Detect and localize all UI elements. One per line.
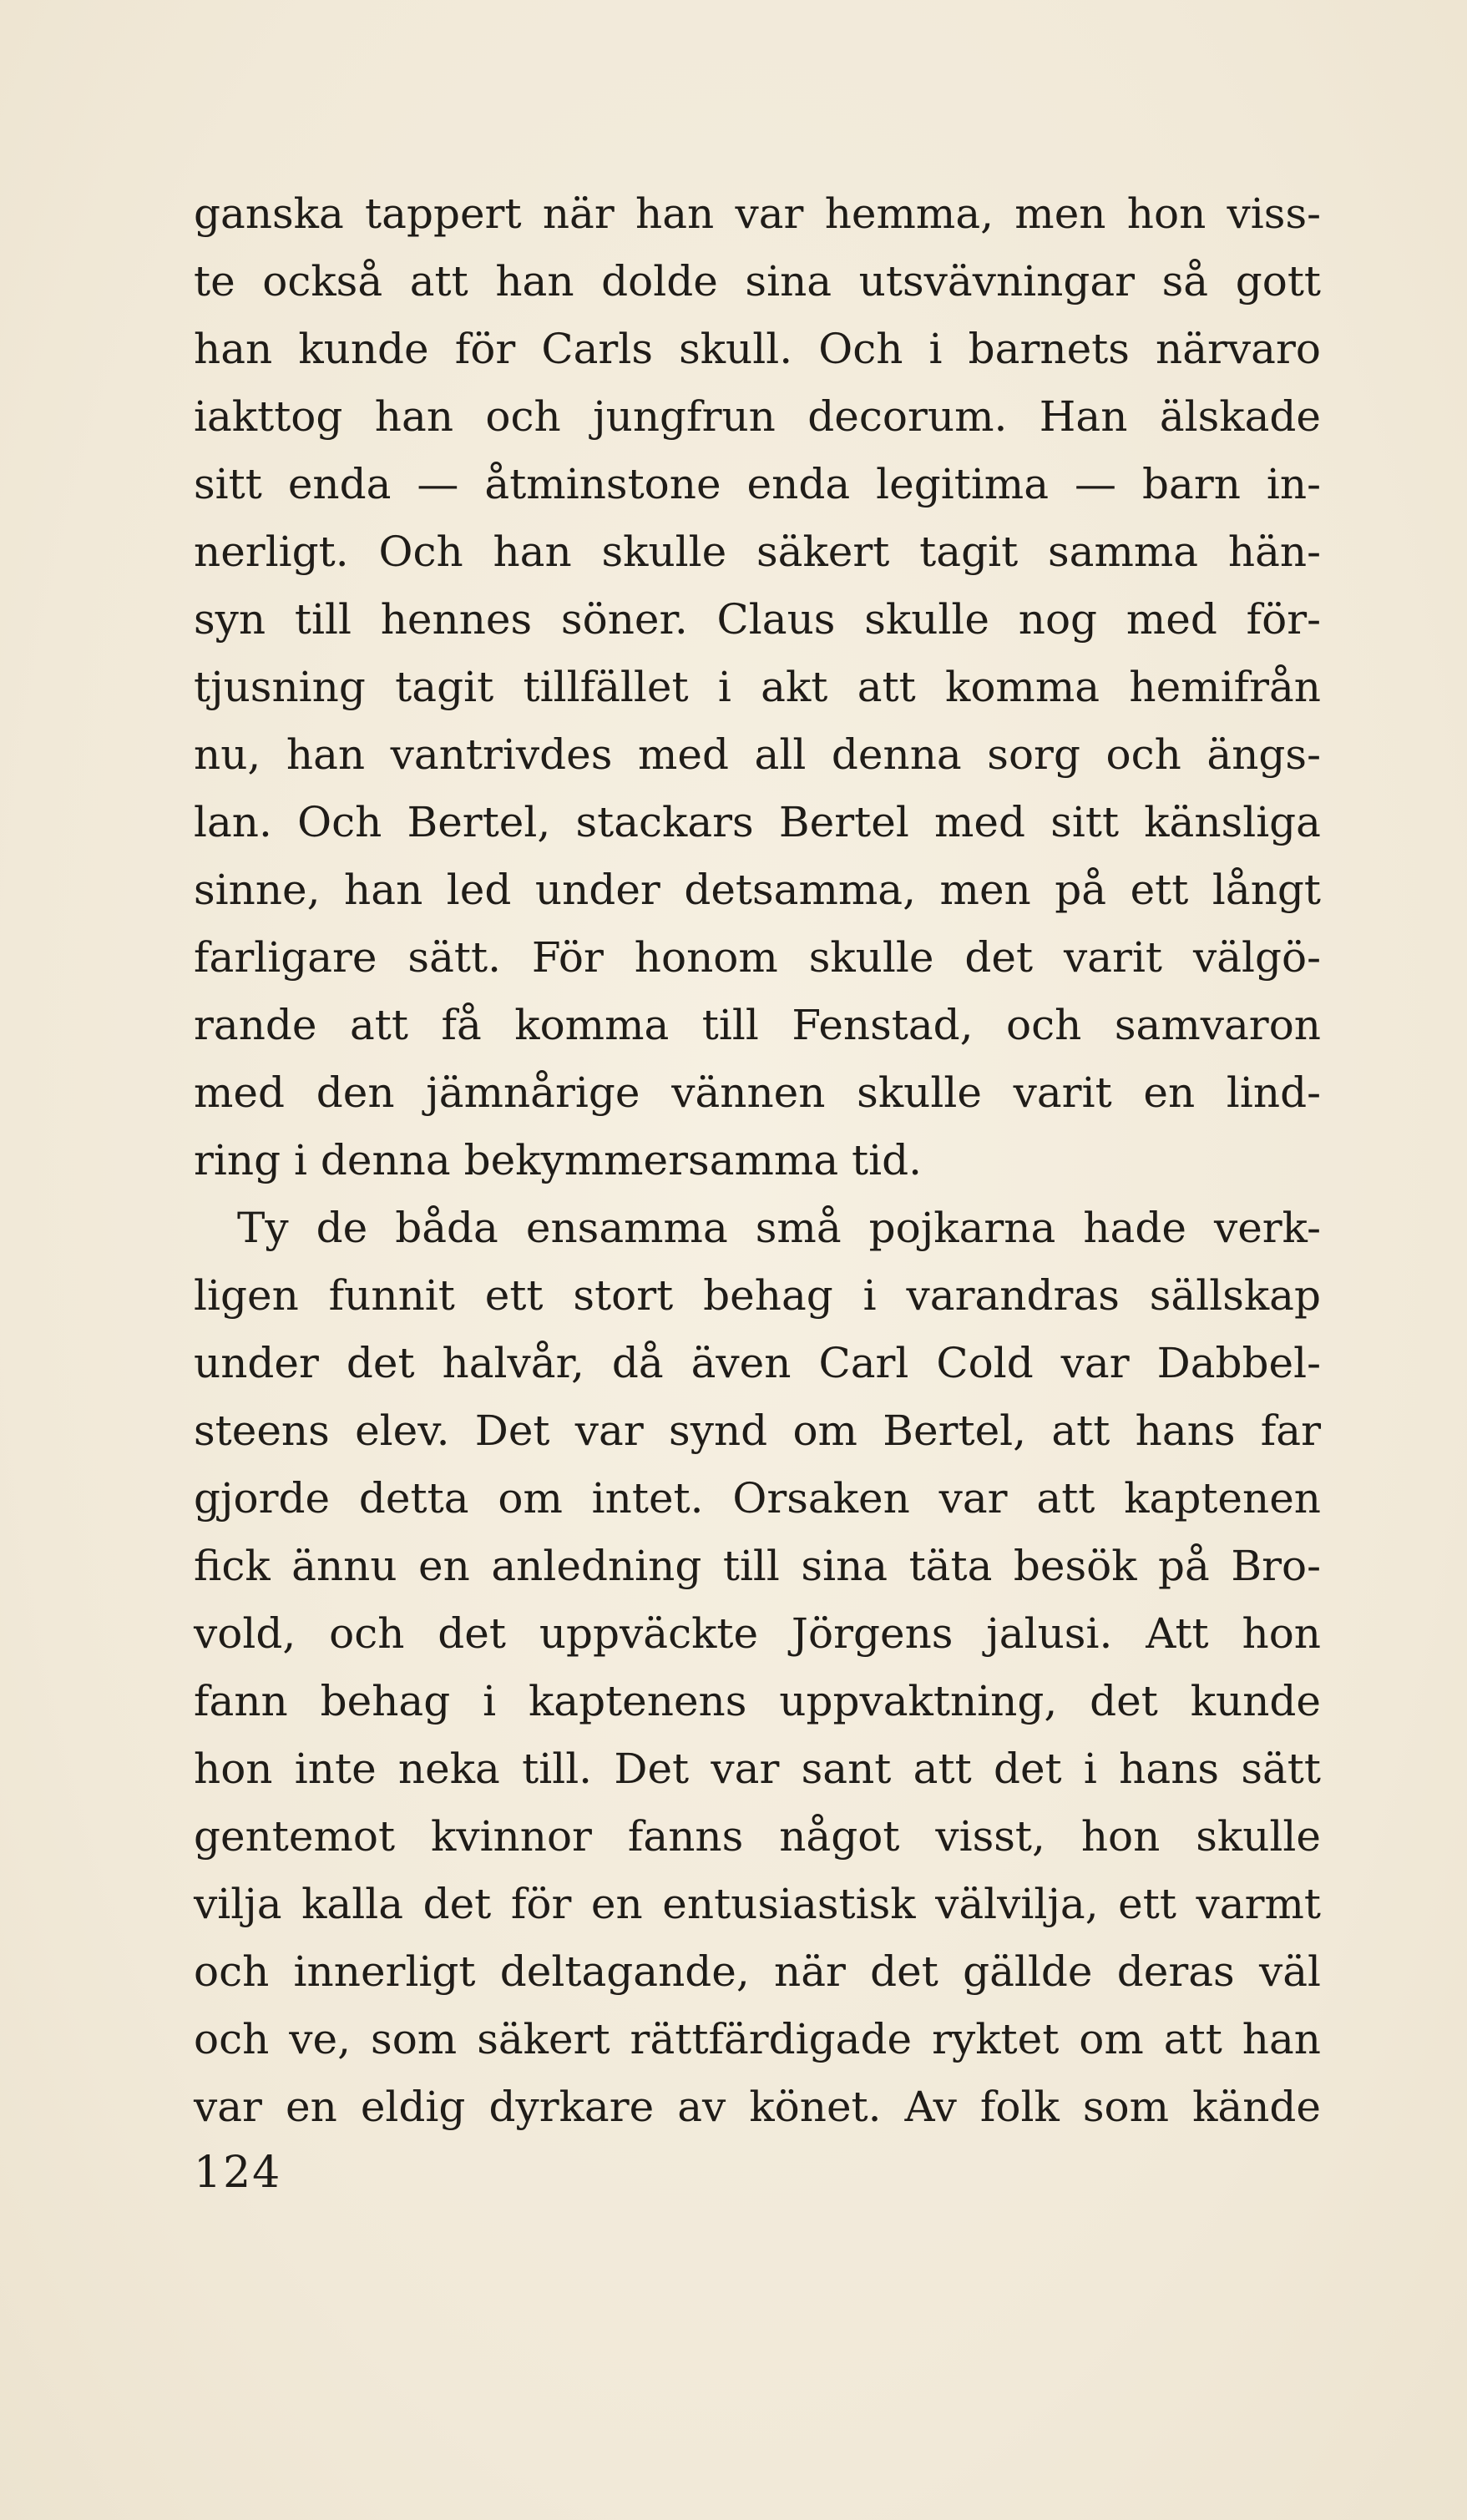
text-line: iakttog han och jungfrun decorum. Han älskade	[194, 392, 1321, 441]
text-line: fick ännu en anledning till sina täta besök på Bro-	[194, 1542, 1321, 1590]
text-line: hon inte neka till. Det var sant att det i hans sätt	[194, 1745, 1321, 1793]
text-line: och ve, som säkert rättfärdigade ryktet om att han	[194, 2015, 1321, 2063]
text-line: lan. Och Bertel, stackars Bertel med sitt känsliga	[194, 798, 1321, 846]
text-line: var en eldig dyrkare av könet. Av folk som kände	[194, 2083, 1321, 2131]
paragraph-1	[194, 180, 1321, 1194]
text-line: sinne, han led under detsamma, men på ett långt	[194, 866, 1321, 914]
text-line: nerligt. Och han skulle säkert tagit samma hän-	[194, 528, 1321, 576]
text-line: han kunde för Carls skull. Och i barnets närvaro	[194, 325, 1321, 373]
text-line: farligare sätt. För honom skulle det varit välgö-	[194, 933, 1321, 982]
text-line: och innerligt deltagande, när det gällde deras väl	[194, 1947, 1321, 1996]
text-line: vold, och det uppväckte Jörgens jalusi. Att hon	[194, 1609, 1321, 1658]
text-line: gentemot kvinnor fanns något visst, hon skulle	[194, 1812, 1321, 1861]
text-line-last: ring i denna bekymmersamma tid.	[194, 1136, 923, 1184]
text-line: fann behag i kaptenens uppvaktning, det kunde	[194, 1677, 1321, 1725]
text-line: tjusning tagit tillfället i akt att komma hemifrån	[194, 663, 1321, 711]
page-number: 124	[194, 2148, 282, 2198]
text-line: rande att få komma till Fenstad, och samvaron	[194, 1001, 1321, 1049]
text-line: syn till hennes söner. Claus skulle nog med för-	[194, 595, 1321, 644]
text-line: ligen funnit ett stort behag i varandras sällskap	[194, 1271, 1321, 1320]
body-text	[194, 180, 1321, 2141]
text-line: vilja kalla det för en entusiastisk välvilja, ett varmt	[194, 1880, 1321, 1928]
text-line: under det halvår, då även Carl Cold var Dabbel-	[194, 1339, 1321, 1387]
text-line: te också att han dolde sina utsvävningar så gott	[194, 257, 1321, 306]
text-line: ganska tappert när han var hemma, men hon viss-	[194, 189, 1321, 238]
text-line: med den jämnårige vännen skulle varit en lind-	[194, 1068, 1321, 1117]
text-line: nu, han vantrivdes med all denna sorg och ängs-	[194, 730, 1321, 779]
text-line: gjorde detta om intet. Orsaken var att kaptenen	[194, 1474, 1321, 1523]
text-line: steens elev. Det var synd om Bertel, att hans far	[194, 1406, 1321, 1455]
text-line-indented: Ty de båda ensamma små pojkarna hade verk-	[237, 1204, 1321, 1252]
text-line: sitt enda — åtminstone enda legitima — barn in-	[194, 460, 1321, 508]
paragraph-2	[194, 1194, 1321, 2141]
